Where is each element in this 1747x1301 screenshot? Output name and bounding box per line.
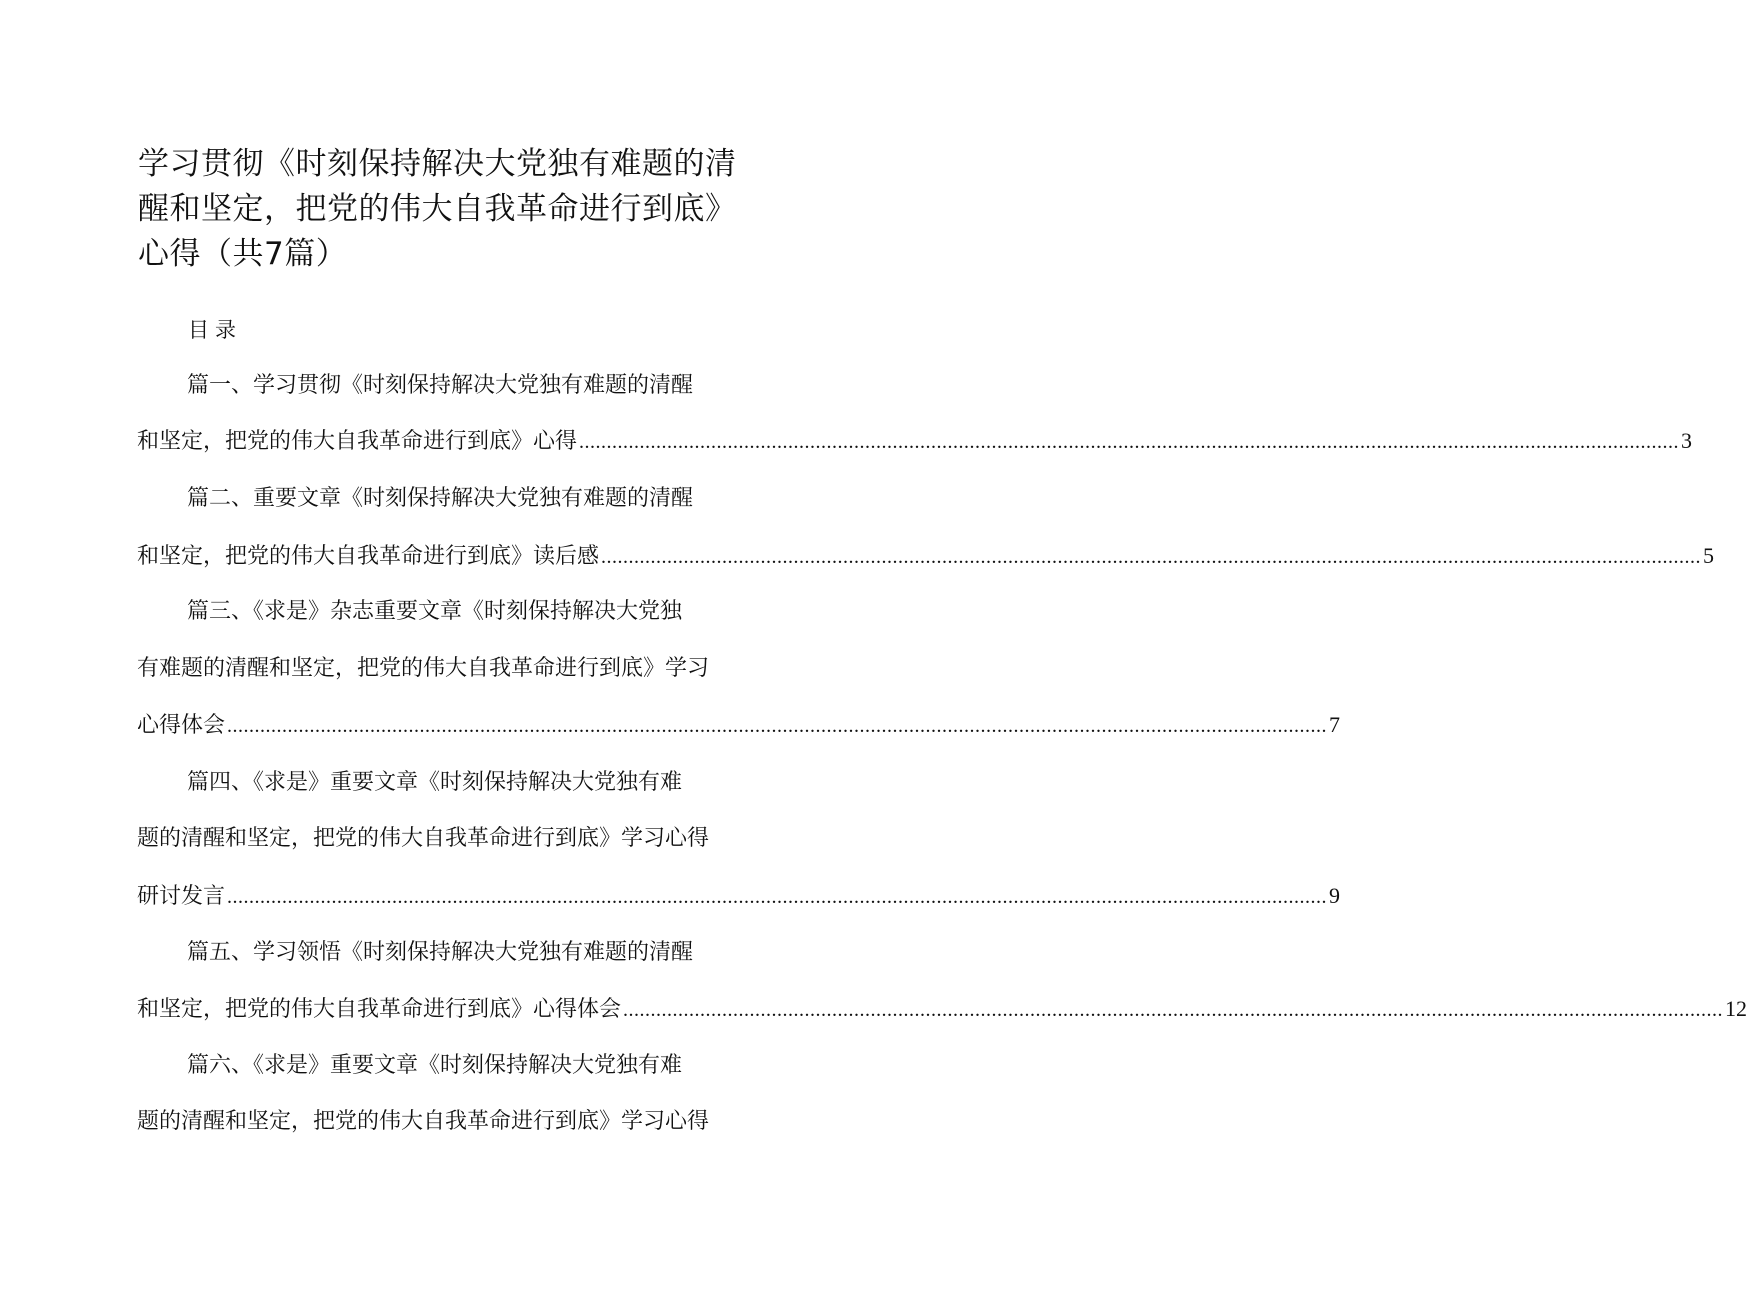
toc-page-number: 3 (1681, 428, 1693, 453)
toc-entry-line: 篇一、学习贯彻《时刻保持解决大党独有难题的清醒 (187, 373, 694, 398)
dot-leader: ........................................................................................................................................................................................................ (227, 886, 1328, 908)
title-line-2: 醒和坚定，把党的伟大自我革命进行到底》 (138, 191, 737, 227)
title-line-1: 学习贯彻《时刻保持解决大党独有难题的清 (138, 146, 737, 182)
toc-entry-line: 篇二、重要文章《时刻保持解决大党独有难题的清醒 (187, 486, 694, 511)
toc-entry-last-line (137, 994, 1747, 1025)
toc-entry-last-line (137, 541, 1715, 572)
toc-entry-text: 和坚定，把党的伟大自我革命进行到底》读后感 (137, 544, 600, 569)
toc-page-number: 9 (1329, 883, 1341, 908)
toc-entry-line: 篇五、学习领悟《时刻保持解决大党独有难题的清醒 (187, 940, 694, 965)
toc-entry-last-line (137, 881, 1341, 912)
toc-page-number: 7 (1329, 712, 1341, 737)
toc-heading: 目录 (188, 318, 242, 342)
dot-leader: ........................................................................................................................................................................................................ (579, 431, 1680, 453)
toc-entry-text: 和坚定，把党的伟大自我革命进行到底》心得 (137, 429, 578, 454)
toc-entry-line: 题的清醒和坚定，把党的伟大自我革命进行到底》学习心得 (137, 826, 710, 851)
toc-entry-last-line (137, 710, 1341, 741)
toc-entry-text: 心得体会 (137, 713, 226, 738)
toc-page-number: 5 (1703, 543, 1715, 568)
toc-entry-line: 题的清醒和坚定，把党的伟大自我革命进行到底》学习心得 (137, 1109, 710, 1134)
toc-entry-line: 篇六、《求是》重要文章《时刻保持解决大党独有难 (187, 1053, 683, 1078)
document-title (138, 142, 778, 277)
toc-entry-last-line (137, 426, 1693, 457)
dot-leader: ........................................................................................................................................................................................................ (623, 999, 1724, 1021)
toc-entry-line: 有难题的清醒和坚定，把党的伟大自我革命进行到底》学习 (137, 656, 710, 681)
toc-entry-text: 研讨发言 (137, 884, 226, 909)
dot-leader: ........................................................................................................................................................................................................ (227, 715, 1328, 737)
toc-entry-line: 篇四、《求是》重要文章《时刻保持解决大党独有难 (187, 770, 683, 795)
toc-entry-text: 和坚定，把党的伟大自我革命进行到底》心得体会 (137, 997, 622, 1022)
toc-entry-line: 篇三、《求是》杂志重要文章《时刻保持解决大党独 (187, 599, 683, 624)
toc-page-number: 12 (1725, 996, 1747, 1021)
title-line-3: 心得（共7篇） (138, 236, 348, 272)
dot-leader: ........................................................................................................................................................................................................ (601, 546, 1702, 568)
